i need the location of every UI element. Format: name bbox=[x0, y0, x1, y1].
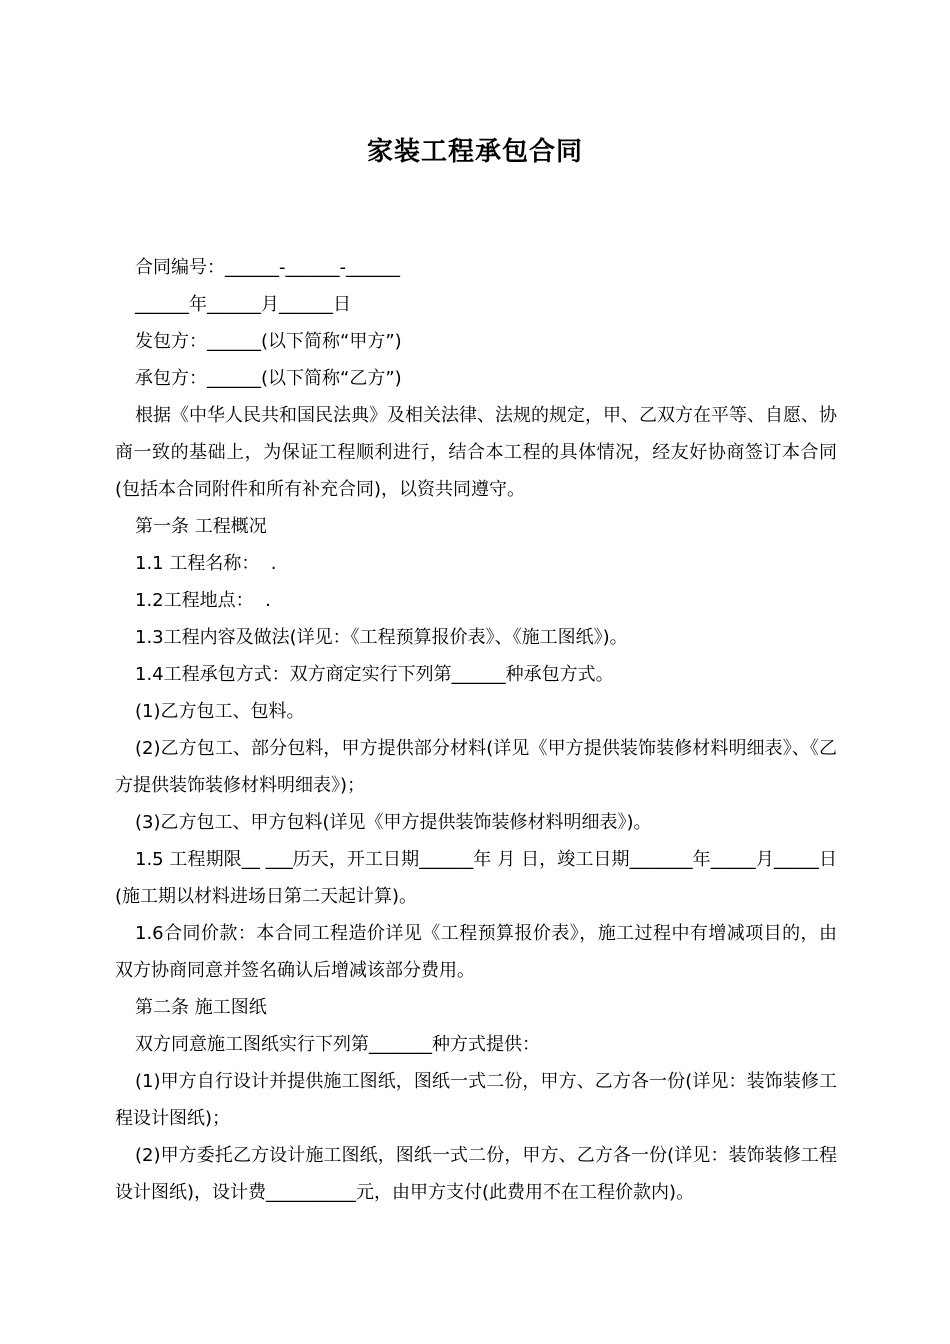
clause-1-5: 1.5 工程期限__ ___历天，开工日期______年 月 日，竣工日期_______年_____月_____日(施工期以材料进场日第二天起计算)。 bbox=[115, 849, 837, 907]
document-body bbox=[115, 249, 837, 1211]
article-1-heading: 第一条 工程概况 bbox=[135, 516, 267, 537]
clause-1-1: 1.1 工程名称： . bbox=[135, 553, 277, 574]
clause-1-4: 1.4工程承包方式：双方商定实行下列第______种承包方式。 bbox=[135, 664, 614, 685]
party-b-line: 承包方：______(以下简称“乙方”) bbox=[135, 368, 402, 389]
document-title: 家装工程承包合同 bbox=[366, 137, 583, 167]
clause-1-2: 1.2工程地点： . bbox=[135, 590, 271, 611]
clause-1-6: 1.6合同价款：本合同工程造价详见《工程预算报价表》，施工过程中有增减项目的，由双方协商同意并签名确认后增减该部分费用。 bbox=[115, 923, 837, 981]
date-line: ______年______月______日 bbox=[135, 294, 351, 315]
preamble-paragraph: 根据《中华人民共和国民法典》及相关法律、法规的规定，甲、乙双方在平等、自愿、协商一致的基础上，为保证工程顺利进行，结合本工程的具体情况，经友好协商签订本合同(包括本合同附件和所有补充合同)，以资共同遵守。 bbox=[115, 405, 837, 500]
party-a-line: 发包方：______(以下简称“甲方”) bbox=[135, 331, 402, 352]
contract-number-line: 合同编号：______-______-______ bbox=[135, 257, 400, 278]
clause-1-4-option-2: (2)乙方包工、部分包料，甲方提供部分材料(详见《甲方提供装饰装修材料明细表》、《乙方提供装饰装修材料明细表》)； bbox=[115, 738, 837, 796]
article-2-intro: 双方同意施工图纸实行下列第_______种方式提供： bbox=[135, 1034, 540, 1055]
article-2-heading: 第二条 施工图纸 bbox=[135, 997, 267, 1018]
clause-1-3: 1.3工程内容及做法(详见：《工程预算报价表》、《施工图纸》)。 bbox=[135, 627, 628, 648]
clause-1-4-option-3: (3)乙方包工、甲方包料(详见《甲方提供装饰装修材料明细表》)。 bbox=[135, 812, 652, 833]
clause-1-4-option-1: (1)乙方包工、包料。 bbox=[135, 701, 305, 722]
article-2-option-2: (2)甲方委托乙方设计施工图纸，图纸一式二份，甲方、乙方各一份(详见：装饰装修工程设计图纸)，设计费__________元，由甲方支付(此费用不在工程价款内)。 bbox=[115, 1145, 837, 1203]
article-2-option-1: (1)甲方自行设计并提供施工图纸，图纸一式二份，甲方、乙方各一份(详见：装饰装修工程设计图纸)； bbox=[115, 1071, 837, 1129]
